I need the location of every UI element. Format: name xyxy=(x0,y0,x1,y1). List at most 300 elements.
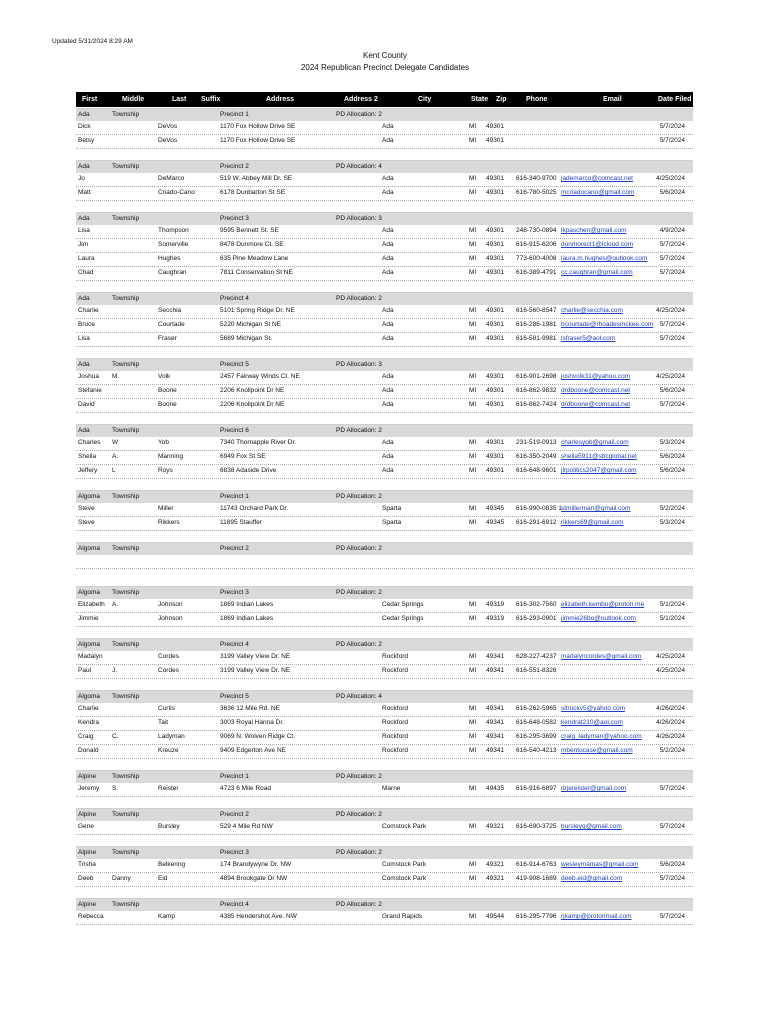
cell-zip: 49544 xyxy=(486,913,505,920)
cell-state: MI xyxy=(469,653,477,660)
cell-zip: 49301 xyxy=(486,241,505,248)
precinct-section xyxy=(76,490,693,531)
cell-zip: 49345 xyxy=(486,505,505,512)
cell-middle: W xyxy=(112,439,119,446)
cell-state: MI xyxy=(469,269,477,276)
band-municipality: Alpine xyxy=(78,773,97,780)
cell-last: Thompson xyxy=(158,227,189,234)
cell-email[interactable]: jimmie26bo@outlook.com xyxy=(561,615,636,622)
cell-zip: 49341 xyxy=(486,653,505,660)
precinct-band xyxy=(76,160,693,173)
precinct-section xyxy=(76,108,693,149)
cell-email[interactable]: joshvolk31@yahoo.com xyxy=(561,373,631,380)
cell-city: Comstock Park xyxy=(382,875,427,882)
band-allocation: PD Allocation: 3 xyxy=(336,361,382,368)
header-middle: Middle xyxy=(122,96,145,103)
band-type: Township xyxy=(112,361,140,368)
cell-phone: 616-862-7424 xyxy=(516,401,557,408)
cell-last: Kreuze xyxy=(158,747,179,754)
cell-email[interactable]: craig_ladyman@yahoo.com xyxy=(561,733,642,740)
cell-address: 2457 Fairway Winds Ct. NE xyxy=(220,373,300,380)
band-allocation: PD Allocation: 2 xyxy=(336,427,382,434)
cell-first: Jeffery xyxy=(78,467,98,474)
cell-last: Courtade xyxy=(158,321,185,328)
band-allocation: PD Allocation: 2 xyxy=(336,773,382,780)
cell-first: Charles xyxy=(78,439,101,446)
updated-timestamp: Updated 5/31/2024 8:29 AM xyxy=(52,38,133,45)
table-row xyxy=(76,651,693,665)
cell-last: Ladyman xyxy=(158,733,185,740)
cell-state: MI xyxy=(469,321,477,328)
cell-city: Sparta xyxy=(382,519,402,526)
cell-city: Ada xyxy=(382,255,394,262)
cell-address: 3199 Valley View Dr. NE xyxy=(220,653,291,660)
cell-address: 1170 Fox Hollow Drive SE xyxy=(220,137,296,144)
table-row xyxy=(76,371,693,385)
cell-email[interactable]: drdboone@comcast.net xyxy=(561,387,631,394)
band-allocation: PD Allocation: 2 xyxy=(336,811,382,818)
band-type: Township xyxy=(112,589,140,596)
cell-first: Charlie xyxy=(78,307,99,314)
cell-first: Rebecca xyxy=(78,913,104,920)
cell-middle: J. xyxy=(112,667,118,674)
cell-state: MI xyxy=(469,601,477,608)
cell-state: MI xyxy=(469,401,477,408)
precinct-section xyxy=(76,292,693,347)
cell-date-filed: 5/7/2024 xyxy=(659,823,685,830)
band-allocation: PD Allocation: 2 xyxy=(336,641,382,648)
cell-city: Cedar Springs xyxy=(382,615,424,622)
cell-address: 7340 Thornapple River Dr. xyxy=(220,439,297,446)
precinct-band xyxy=(76,212,693,225)
cell-first: Steve xyxy=(78,519,95,526)
cell-state: MI xyxy=(469,241,477,248)
cell-first: Sheila xyxy=(78,453,97,460)
cell-first: David xyxy=(78,401,95,408)
precinct-section xyxy=(76,808,693,835)
cell-zip: 49341 xyxy=(486,733,505,740)
cell-state: MI xyxy=(469,467,477,474)
cell-zip: 49301 xyxy=(486,373,505,380)
cell-last: DeVos xyxy=(158,137,178,144)
table-row xyxy=(76,745,693,759)
cell-phone: 616-302-7560 xyxy=(516,601,557,608)
band-precinct: Precinct 4 xyxy=(220,641,249,648)
cell-email[interactable]: jademarco@comcast.net xyxy=(561,175,633,182)
cell-email[interactable]: charlesyob@gmail.com xyxy=(561,439,629,446)
cell-email[interactable]: drdboone@comcast.net xyxy=(561,401,631,408)
cell-phone: 616-648-0582 xyxy=(516,719,557,726)
cell-phone: 628-227-4237 xyxy=(516,653,557,660)
cell-phone: 616-560-8547 xyxy=(516,307,557,314)
cell-address: 6838 Adaside Drive xyxy=(220,467,277,474)
header-date-filed: Date Filed xyxy=(658,96,692,103)
band-precinct: Precinct 3 xyxy=(220,215,249,222)
cell-state: MI xyxy=(469,123,477,130)
cell-email[interactable]: wesleymamas@gmail.com xyxy=(561,861,639,868)
cell-date-filed: 5/7/2024 xyxy=(659,875,685,882)
table-row xyxy=(76,121,693,135)
band-type: Township xyxy=(112,427,140,434)
cell-zip: 49341 xyxy=(486,747,505,754)
table-row xyxy=(76,859,693,873)
cell-address: 7811 Conservation St NE xyxy=(220,269,293,276)
cell-city: Grand Rapids xyxy=(382,913,423,920)
cell-state: MI xyxy=(469,255,477,262)
cell-email[interactable]: laura.m.hughes@outlook.com xyxy=(561,255,648,262)
cell-date-filed: 5/7/2024 xyxy=(659,401,685,408)
cell-date-filed: 4/9/2024 xyxy=(659,227,685,234)
cell-city: Ada xyxy=(382,373,394,380)
cell-first: Charlie xyxy=(78,705,99,712)
band-type: Township xyxy=(112,641,140,648)
table-row xyxy=(76,239,693,253)
band-municipality: Ada xyxy=(78,163,90,170)
table-row xyxy=(76,187,693,201)
cell-city: Ada xyxy=(382,307,394,314)
cell-zip: 49301 xyxy=(486,255,505,262)
band-allocation: PD Allocation: 2 xyxy=(336,589,382,596)
cell-first: Donald xyxy=(78,747,99,754)
cell-last: Miller xyxy=(158,505,174,512)
cell-city: Rockford xyxy=(382,733,409,740)
cell-city: Ada xyxy=(382,321,394,328)
cell-state: MI xyxy=(469,137,477,144)
band-allocation: PD Allocation: 4 xyxy=(336,163,382,170)
cell-zip: 49301 xyxy=(486,175,505,182)
cell-phone: 616-780-5025 xyxy=(516,189,557,196)
cell-date-filed: 4/25/2024 xyxy=(656,175,685,182)
cell-last: Criado-Cano xyxy=(158,189,195,196)
band-precinct: Precinct 4 xyxy=(220,295,249,302)
cell-state: MI xyxy=(469,733,477,740)
table-row xyxy=(76,333,693,347)
band-municipality: Alpine xyxy=(78,811,97,818)
cell-city: Ada xyxy=(382,453,394,460)
cell-phone: 616-648-9601 xyxy=(516,467,557,474)
cell-city: Ada xyxy=(382,467,394,474)
cell-zip: 49435 xyxy=(486,785,505,792)
cell-city: Ada xyxy=(382,439,394,446)
cell-city: Marne xyxy=(382,785,401,792)
band-municipality: Ada xyxy=(78,215,90,222)
cell-state: MI xyxy=(469,335,477,342)
cell-email[interactable]: mcriadocano@gmail.com xyxy=(561,189,635,196)
cell-phone: 248-730-0894 xyxy=(516,227,557,234)
cell-phone: 616-551-8326 xyxy=(516,667,557,674)
band-precinct: Precinct 3 xyxy=(220,589,249,596)
table-row xyxy=(76,517,693,531)
cell-date-filed: 4/25/2024 xyxy=(656,653,685,660)
table-row xyxy=(76,437,693,451)
band-municipality: Alpine xyxy=(78,901,97,908)
cell-zip: 49301 xyxy=(486,401,505,408)
band-precinct: Precinct 4 xyxy=(220,901,249,908)
cell-last: Boone xyxy=(158,387,177,394)
cell-address: 1869 Indian Lakes xyxy=(220,601,274,608)
cell-first: Lisa xyxy=(78,227,90,234)
cell-address: 9409 Edgerton Ave NE xyxy=(220,747,287,754)
cell-email[interactable]: lsfraser5@aol.com xyxy=(561,335,616,342)
cell-last: Yob xyxy=(158,439,169,446)
table-row xyxy=(76,451,693,465)
cell-first: Gene xyxy=(78,823,94,830)
cell-phone: 616-581-9981 xyxy=(516,335,557,342)
band-precinct: Precinct 1 xyxy=(220,493,249,500)
cell-email[interactable]: bcourtade@rhoadesmckee.com xyxy=(561,321,654,328)
precinct-section xyxy=(76,542,693,569)
table-row xyxy=(76,665,693,679)
cell-address: 4723 6 Mile Road xyxy=(220,785,271,792)
cell-phone: 616-286-1981 xyxy=(516,321,557,328)
cell-date-filed: 5/1/2024 xyxy=(659,615,685,622)
cell-city: Comstock Park xyxy=(382,823,427,830)
precinct-band xyxy=(76,542,693,555)
band-municipality: Alpine xyxy=(78,849,97,856)
cell-email[interactable]: bursleyg@gmail.com xyxy=(561,823,622,830)
cell-first: Jimmie xyxy=(78,615,99,622)
cell-address: 6949 Fox St SE xyxy=(220,453,266,460)
cell-state: MI xyxy=(469,747,477,754)
cell-last: Cordes xyxy=(158,667,179,674)
cell-first: Stefanie xyxy=(78,387,102,394)
cell-email[interactable]: madalyncordes@gmail.com xyxy=(561,653,642,660)
cell-first: Betsy xyxy=(78,137,95,144)
cell-city: Ada xyxy=(382,269,394,276)
cell-middle: C. xyxy=(112,733,119,740)
cell-date-filed: 5/3/2024 xyxy=(659,439,685,446)
cell-last: Curtis xyxy=(158,705,175,712)
cell-email[interactable]: dunmorect1@icloud.com xyxy=(561,241,633,248)
cell-phone: 616-389-4791 xyxy=(516,269,557,276)
cell-address: 5689 Michigan St. xyxy=(220,335,273,342)
cell-middle: A. xyxy=(112,453,119,460)
cell-phone: 616-262-5965 xyxy=(516,705,557,712)
band-type: Township xyxy=(112,295,140,302)
cell-city: Rockford xyxy=(382,667,409,674)
band-municipality: Algoma xyxy=(78,693,101,700)
cell-address: 1869 Indian Lakes xyxy=(220,615,274,622)
cell-date-filed: 4/25/2024 xyxy=(656,307,685,314)
cell-city: Ada xyxy=(382,123,394,130)
cell-date-filed: 5/1/2024 xyxy=(659,601,685,608)
band-type: Township xyxy=(112,849,140,856)
cell-last: Rikkers xyxy=(158,519,180,526)
cell-phone: 616-915-6206 xyxy=(516,241,557,248)
band-type: Township xyxy=(112,545,140,552)
cell-last: Secchia xyxy=(158,307,182,314)
cell-city: Ada xyxy=(382,175,394,182)
cell-middle: A. xyxy=(112,601,119,608)
cell-email[interactable]: sltruckv5@yahoo.com xyxy=(561,705,626,712)
band-precinct: Precinct 5 xyxy=(220,361,249,368)
cell-last: Volk xyxy=(158,373,171,380)
cell-zip: 49341 xyxy=(486,667,505,674)
cell-address: 4385 Hendershot Ave. NW xyxy=(220,913,297,920)
table-row xyxy=(76,613,693,627)
cell-last: Johnson xyxy=(158,601,183,608)
table-row xyxy=(76,503,693,517)
cell-first: Madalyn xyxy=(78,653,103,660)
header-first: First xyxy=(82,96,98,103)
band-type: Township xyxy=(112,493,140,500)
cell-city: Rockford xyxy=(382,653,409,660)
cell-address: 3199 Valley View Dr. NE xyxy=(220,667,291,674)
cell-first: Jeremy xyxy=(78,785,100,792)
cell-last: Cordes xyxy=(158,653,179,660)
cell-email[interactable]: elizabeth.kembo@proton.me xyxy=(561,601,645,608)
cell-date-filed: 4/26/2024 xyxy=(656,705,685,712)
precinct-band xyxy=(76,108,693,121)
table-row xyxy=(76,173,693,187)
cell-email[interactable]: sheila5911@sbcglobal.net xyxy=(561,453,637,460)
cell-email[interactable]: lkpaschen@gmail.com xyxy=(561,227,627,234)
cell-phone: 231-519-0913 xyxy=(516,439,557,446)
cell-phone: 616-295-7796 xyxy=(516,913,557,920)
cell-middle: L xyxy=(112,467,116,474)
cell-last: Johnson xyxy=(158,615,183,622)
cell-date-filed: 4/25/2024 xyxy=(656,373,685,380)
band-municipality: Algoma xyxy=(78,641,101,648)
cell-state: MI xyxy=(469,505,477,512)
cell-phone: 616-291-6912 xyxy=(516,519,557,526)
cell-first: Trisha xyxy=(78,861,96,868)
cell-state: MI xyxy=(469,453,477,460)
cell-phone: 616-990-0835 1 xyxy=(516,505,562,512)
band-precinct: Precinct 3 xyxy=(220,849,249,856)
cell-date-filed: 5/6/2024 xyxy=(659,387,685,394)
cell-state: MI xyxy=(469,705,477,712)
cell-first: Bruce xyxy=(78,321,95,328)
cell-date-filed: 5/7/2024 xyxy=(659,269,685,276)
band-municipality: Ada xyxy=(78,295,90,302)
cell-date-filed: 4/25/2024 xyxy=(656,667,685,674)
cell-zip: 49321 xyxy=(486,823,505,830)
table-row xyxy=(76,783,693,797)
precinct-band xyxy=(76,586,693,599)
cell-zip: 49301 xyxy=(486,439,505,446)
band-municipality: Ada xyxy=(78,427,90,434)
precinct-section xyxy=(76,690,693,759)
cell-address: 5220 Michigan St NE xyxy=(220,321,282,328)
cell-address: 8478 Dunmore Ct. SE xyxy=(220,241,284,248)
cell-last: Kamp xyxy=(158,913,175,920)
cell-state: MI xyxy=(469,373,477,380)
cell-email[interactable]: kendrat210@aol.com xyxy=(561,719,623,726)
cell-email[interactable]: drjereister@gmail.com xyxy=(561,785,627,792)
cell-zip: 49321 xyxy=(486,875,505,882)
band-type: Township xyxy=(112,111,140,118)
table-row xyxy=(76,305,693,319)
table-header xyxy=(76,92,693,107)
cell-phone: 616-295-3699 xyxy=(516,733,557,740)
cell-first: Joshua xyxy=(78,373,99,380)
cell-first: Craig xyxy=(78,733,94,740)
precinct-section xyxy=(76,160,693,201)
cell-zip: 49301 xyxy=(486,137,505,144)
cell-email[interactable]: cc.caughran@gmail.com xyxy=(561,269,633,276)
cell-middle: M. xyxy=(112,373,120,380)
cell-address: 3003 Royal Hanna Dr. xyxy=(220,719,284,726)
band-type: Township xyxy=(112,163,140,170)
cell-last: Eid xyxy=(158,875,168,882)
cell-phone: 616-916-6897 xyxy=(516,785,557,792)
precinct-band xyxy=(76,898,693,911)
band-allocation: PD Allocation: 3 xyxy=(336,215,382,222)
cell-zip: 49301 xyxy=(486,227,505,234)
cell-last: Boone xyxy=(158,401,177,408)
cell-phone: 616-914-6763 xyxy=(516,861,557,868)
cell-last: Caughran xyxy=(158,269,187,276)
cell-last: Bursley xyxy=(158,823,180,830)
precinct-band xyxy=(76,424,693,437)
cell-address: 9595 Bennett St. SE xyxy=(220,227,279,234)
cell-state: MI xyxy=(469,667,477,674)
cell-state: MI xyxy=(469,823,477,830)
cell-email[interactable]: stmillerman@gmail.com xyxy=(561,505,631,512)
cell-last: Manning xyxy=(158,453,183,460)
cell-address: 2206 Knollpoint Dr NE xyxy=(220,401,285,408)
header-email: Email xyxy=(603,96,622,103)
cell-middle: S. xyxy=(112,785,119,792)
cell-email[interactable]: mbentocase@gmail.com xyxy=(561,747,633,754)
cell-email[interactable]: charlie@secchia.com xyxy=(561,307,623,314)
cell-zip: 49301 xyxy=(486,123,505,130)
header-city: City xyxy=(418,96,432,103)
cell-first: Jo xyxy=(78,175,85,182)
cell-first: Lisa xyxy=(78,335,90,342)
cell-email[interactable]: jlrpolitics2047@gmail.com xyxy=(561,467,637,474)
cell-address: 5101 Spring Ridge Dr. NE xyxy=(220,307,295,314)
cell-address: 2206 Knollpoint Dr NE xyxy=(220,387,285,394)
cell-date-filed: 5/3/2024 xyxy=(659,519,685,526)
cell-address: 529 4 Mile Rd NW xyxy=(220,823,273,830)
cell-phone: 616-901-2698 xyxy=(516,373,557,380)
cell-city: Ada xyxy=(382,189,394,196)
band-allocation: PD Allocation: 2 xyxy=(336,111,382,118)
cell-email[interactable]: deeb.eid@gmail.com xyxy=(561,875,623,882)
cell-last: Somerville xyxy=(158,241,189,248)
band-allocation: PD Allocation: 4 xyxy=(336,693,382,700)
band-precinct: Precinct 2 xyxy=(220,545,249,552)
precinct-section xyxy=(76,586,693,627)
table-row xyxy=(76,599,693,613)
band-precinct: Precinct 1 xyxy=(220,773,249,780)
band-type: Township xyxy=(112,215,140,222)
header-state: State xyxy=(471,96,489,103)
cell-email[interactable]: rjkamp@protonmail.com xyxy=(561,913,632,920)
cell-email[interactable]: rikkers69@gmail.com xyxy=(561,519,624,526)
cell-state: MI xyxy=(469,189,477,196)
cell-state: MI xyxy=(469,307,477,314)
cell-date-filed: 5/2/2024 xyxy=(659,505,685,512)
cell-first: Dick xyxy=(78,123,91,130)
cell-zip: 49301 xyxy=(486,453,505,460)
band-precinct: Precinct 2 xyxy=(220,163,249,170)
cell-address: 174 Brandywyne Dr. NW xyxy=(220,861,292,868)
band-type: Township xyxy=(112,811,140,818)
cell-state: MI xyxy=(469,519,477,526)
cell-last: DeMarco xyxy=(158,175,185,182)
band-precinct: Precinct 1 xyxy=(220,111,249,118)
cell-zip: 49341 xyxy=(486,719,505,726)
cell-phone: 616-540-4213 xyxy=(516,747,557,754)
precinct-band xyxy=(76,770,693,783)
band-type: Township xyxy=(112,693,140,700)
cell-state: MI xyxy=(469,439,477,446)
band-municipality: Ada xyxy=(78,361,90,368)
table-row xyxy=(76,873,693,887)
